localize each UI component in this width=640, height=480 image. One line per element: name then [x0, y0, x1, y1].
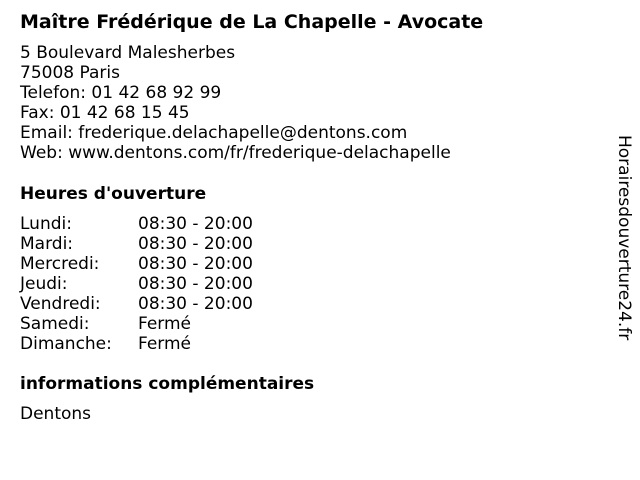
email-line: Email: frederique.delachapelle@dentons.com [20, 123, 408, 143]
hours-table [20, 214, 340, 354]
hours-row-sunday [20, 334, 340, 354]
fax-line: Fax: 01 42 68 15 45 [20, 103, 190, 123]
watermark [614, 135, 636, 375]
day-label: Jeudi: [20, 274, 68, 294]
day-hours: Fermé [138, 314, 192, 334]
day-hours: 08:30 - 20:00 [138, 294, 253, 314]
watermark-text: Horairesdouverture24.fr [614, 135, 634, 341]
web-line: Web: www.dentons.com/fr/frederique-delachapelle [20, 143, 451, 163]
day-hours: 08:30 - 20:00 [138, 234, 253, 254]
day-label: Dimanche: [20, 334, 112, 354]
day-label: Lundi: [20, 214, 72, 234]
day-label: Vendredi: [20, 294, 101, 314]
hours-heading: Heures d'ouverture [20, 184, 207, 204]
hours-row-monday [20, 214, 340, 234]
info-heading: informations complémentaires [20, 374, 315, 394]
day-hours: Fermé [138, 334, 192, 354]
day-label: Mardi: [20, 234, 74, 254]
day-hours: 08:30 - 20:00 [138, 274, 253, 294]
day-label: Mercredi: [20, 254, 100, 274]
phone-line: Telefon: 01 42 68 92 99 [20, 83, 222, 103]
hours-row-thursday [20, 274, 340, 294]
contact-block [20, 43, 451, 163]
address-street: 5 Boulevard Malesherbes [20, 43, 236, 63]
hours-row-tuesday [20, 234, 340, 254]
day-hours: 08:30 - 20:00 [138, 254, 253, 274]
address-city: 75008 Paris [20, 63, 120, 83]
day-label: Samedi: [20, 314, 90, 334]
hours-row-wednesday [20, 254, 340, 274]
hours-row-friday [20, 294, 340, 314]
day-hours: 08:30 - 20:00 [138, 214, 253, 234]
business-title: Maître Frédérique de La Chapelle - Avocate [20, 11, 484, 33]
info-text: Dentons [20, 404, 92, 424]
hours-row-saturday [20, 314, 340, 334]
